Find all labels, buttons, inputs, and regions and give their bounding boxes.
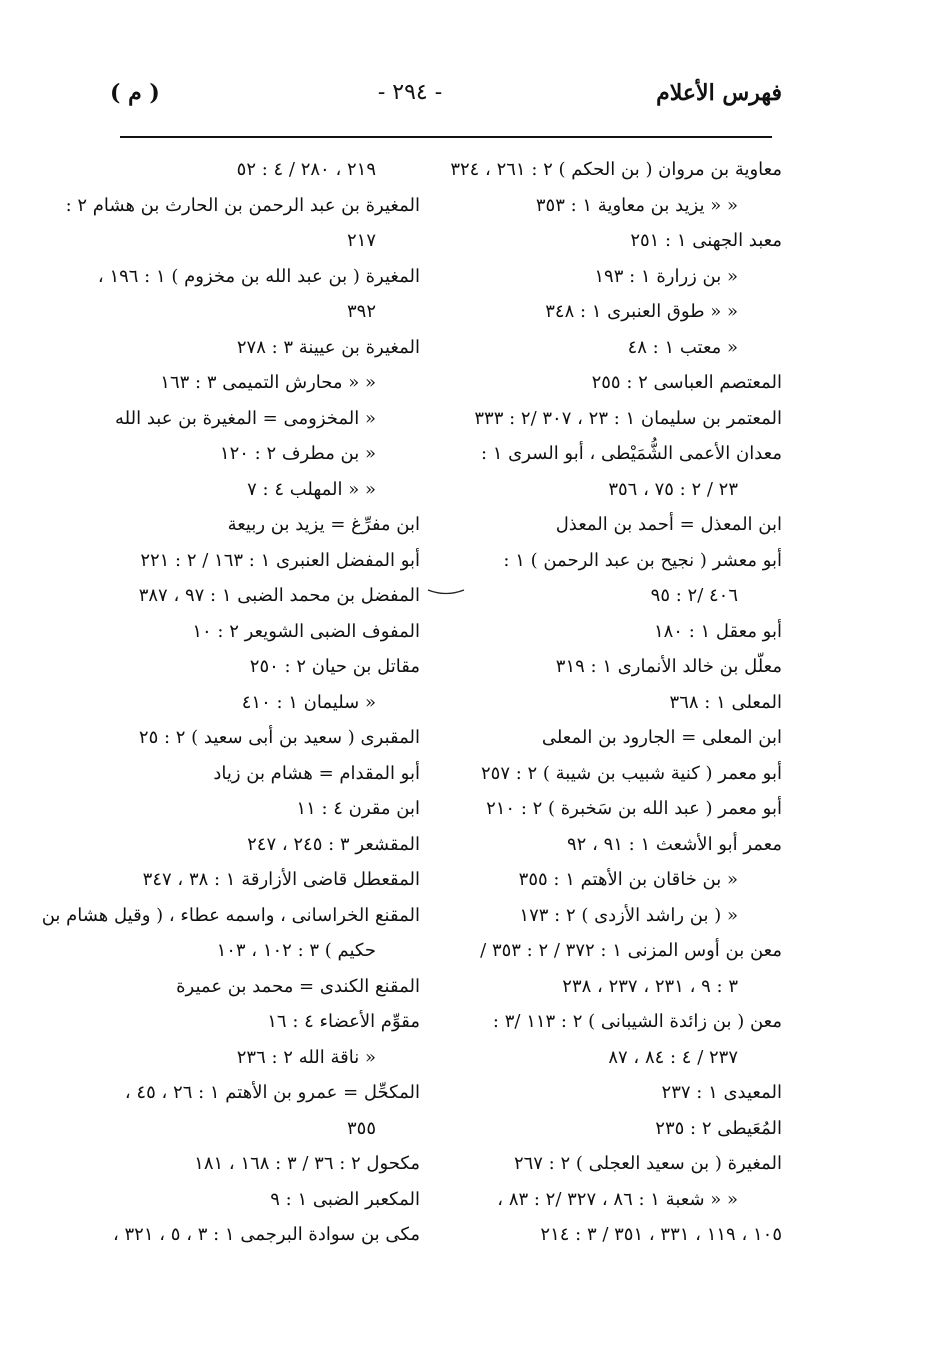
index-entry: المُعَيطى ٢ : ٢٣٥ (655, 1117, 782, 1139)
index-entry: مقوِّم الأعضاء ٤ : ١٦ (267, 1011, 420, 1032)
index-entry: « بن مطرف ٢ : ١٢٠ (219, 443, 376, 464)
header-rule (120, 136, 772, 138)
index-entry: « ( بن راشد الأزدى ) ٢ : ١٧٣ (519, 904, 738, 926)
index-entry: « معتب ١ : ٤٨ (627, 336, 738, 358)
index-entry: ابن المعلى = الجارود بن المعلى (541, 727, 782, 748)
index-entry: « بن زرارة ١ : ١٩٣ (594, 265, 738, 287)
index-entry: معاوية بن مروان ( بن الحكم ) ٢ : ٢٦١ ، ٣٢٤ (450, 159, 782, 180)
margin-bracket-mark (426, 588, 466, 598)
page-header (110, 80, 782, 120)
index-entry: المفضل بن محمد الضبى ١ : ٩٧ ، ٣٨٧ (138, 585, 420, 606)
index-entry: معبد الجهنى ١ : ٢٥١ (630, 230, 782, 251)
index-entry: ٤٠٦ /٢ : ٩٥ (650, 585, 738, 606)
left-column (41, 152, 420, 1253)
index-entry: المعتمر بن سليمان ١ : ٢٣ ، ٣٠٧ /٢ : ٣٣٣ (474, 407, 782, 429)
index-entry: « ناقة الله ٢ : ٢٣٦ (236, 1046, 376, 1068)
index-entry: المغيرة بن عبد الرحمن بن الحارث بن هشام ٢ : (65, 194, 420, 216)
index-entry: « « طوق العنبرى ١ : ٣٤٨ (545, 301, 738, 322)
index-entry: المقشعر ٣ : ٢٤٥ ، ٢٤٧ (247, 833, 420, 855)
index-entry: أبو المقدام = هشام بن زياد (213, 762, 420, 784)
index-entry: ١٠٥ ، ١١٩ ، ٣٣١ ، ٣٥١ / ٣ : ٢١٤ (540, 1224, 782, 1245)
index-entry: المقعطل قاضى الأزارقة ١ : ٣٨ ، ٣٤٧ (142, 869, 420, 890)
index-entry: المقنع الكندى = محمد بن عميرة (176, 975, 420, 997)
index-entry: « سليمان ١ : ٤١٠ (241, 691, 376, 713)
section-letter: ( م ) (110, 80, 160, 106)
page-number: - ٢٩٤ - (377, 80, 443, 105)
index-entry: معلّل بن خالد الأنمارى ١ : ٣١٩ (555, 656, 782, 677)
index-entry: معدان الأعمى الشُّمَيْطى ، أبو السرى ١ : (480, 443, 782, 464)
index-entry: ٢٣٧ / ٤ : ٨٤ ، ٨٧ (608, 1046, 738, 1068)
index-entry: المكحِّل = عمرو بن الأهتم ١ : ٢٦ ، ٤٥ ، (124, 1082, 420, 1103)
index-entry: حكيم ) ٣ : ١٠٢ ، ١٠٣ (216, 940, 376, 961)
index-entry: « « محارش التميمى ٣ : ١٦٣ (160, 372, 376, 393)
index-entry: المعلى ١ : ٣٦٨ (669, 691, 782, 713)
index-entry: المغيرة ( بن عبد الله بن مخزوم ) ١ : ١٩٦ ، (97, 265, 420, 287)
index-entry: ٢٣ / ٢ : ٧٥ ، ٣٥٦ (608, 478, 738, 500)
index-entry: ٣٩٢ (346, 301, 376, 322)
index-entry: ابن مفرِّغ = يزيد بن ربيعة (227, 514, 420, 535)
index-entry: أبو المفضل العنبرى ١ : ١٦٣ / ٢ : ٢٢١ (140, 549, 420, 571)
index-entry: ٣ : ٩ ، ٢٣١ ، ٢٣٧ ، ٢٣٨ (562, 975, 738, 997)
index-entry: ابن مقرن ٤ : ١١ (296, 798, 420, 819)
index-entry: « « يزيد بن معاوية ١ : ٣٥٣ (535, 194, 738, 216)
index-entry: أبو معمر ( كنية شبيب بن شيبة ) ٢ : ٢٥٧ (480, 762, 782, 784)
index-entry: المغيرة ( بن سعيد العجلى ) ٢ : ٢٦٧ (513, 1153, 782, 1174)
running-title: فهرس الأعلام (656, 80, 782, 106)
index-entry: أبو معقل ١ : ١٨٠ (653, 620, 782, 642)
index-entry: المقبرى ( سعيد بن أبى سعيد ) ٢ : ٢٥ (138, 727, 420, 748)
index-entry: ابن المعذل = أحمد بن المعذل (555, 514, 782, 535)
index-entry: المغيرة بن عيينة ٣ : ٢٧٨ (236, 336, 420, 358)
index-entry: ٢١٩ ، ٢٨٠ / ٤ : ٥٢ (236, 159, 376, 180)
index-entry: معن ( بن زائدة الشيبانى ) ٢ : ١١٣ /٣ : (492, 1011, 782, 1032)
index-entry: معن بن أوس المزنى ١ : ٣٧٢ / ٢ : ٣٥٣ / (480, 940, 782, 961)
index-entry: المعتصم العباسى ٢ : ٢٥٥ (591, 372, 782, 393)
index-entry: معمر أبو الأشعث ١ : ٩١ ، ٩٢ (567, 833, 782, 855)
index-entry: مقاتل بن حيان ٢ : ٢٥٠ (249, 656, 420, 677)
index-entry: المكعبر الضبى ١ : ٩ (270, 1188, 420, 1210)
index-entry: « المخزومى = المغيرة بن عبد الله (115, 407, 376, 429)
index-entry: مكى بن سوادة البرجمى ١ : ٣ ، ٥ ، ٣٢١ ، (112, 1224, 420, 1245)
index-entry: أبو معشر ( نجيح بن عبد الرحمن ) ١ : (503, 549, 782, 571)
index-entry: « « المهلب ٤ : ٧ (247, 478, 376, 500)
index-entry: « بن خاقان بن الأهتم ١ : ٣٥٥ (518, 869, 738, 890)
right-column (452, 152, 782, 1253)
index-entry: « « شعبة ١ : ٨٦ ، ٣٢٧ /٢ : ٨٣ ، (497, 1188, 738, 1210)
index-entry: أبو معمر ( عبد الله بن سَخبرة ) ٢ : ٢١٠ (486, 798, 782, 819)
index-entry: ٣٥٥ (346, 1117, 376, 1139)
index-entry: المفوف الضبى الشويعر ٢ : ١٠ (192, 620, 420, 642)
index-entry: المعيدى ١ : ٢٣٧ (661, 1082, 782, 1103)
index-entry: مكحول ٢ : ٣٦ / ٣ : ١٦٨ ، ١٨١ (194, 1153, 420, 1174)
index-entry: ٢١٧ (346, 230, 376, 251)
index-entry: المقنع الخراسانى ، واسمه عطاء ، ( وقيل هشام بن (41, 904, 420, 926)
